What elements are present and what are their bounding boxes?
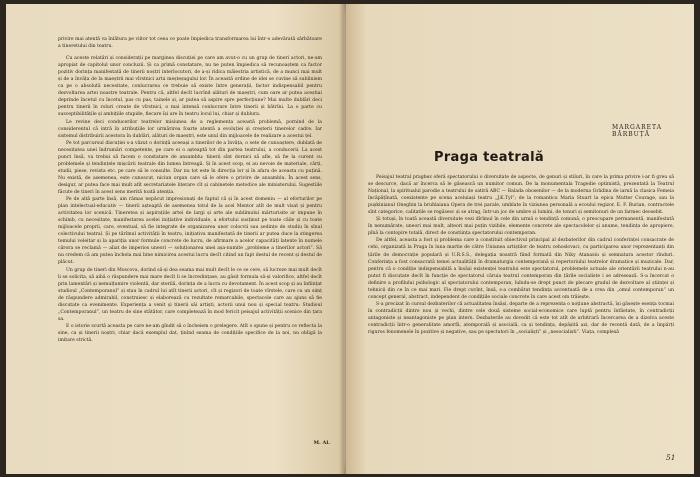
- left-paragraph-4: Pe tot parcursul discuției s-a văzut o dorință aceeași a tinerilor de a învăța, o sete de cunoaștere, dublată de necesitatea unei îndrumări competente, pe care ei o așteaptă tot din partea teatrului, a conducerii. La acest punct însă, va trebui să facem o constatare de ansamblu: tinerii sînt dornici să afle, să fie la curent cu problemele și tendințele mișcării teatrale din lumea întreagă. Și în acest scop, ei au nevoie de materiale, cărți, studii, piese, revista etc. pe care să le consulte. Dar nu tot este în direcția lor și în afara de aceasta cu puțină. Nu există, de asemenea, este cunoscut, niciun organ care să le ofere o privire de ansamblu. În acest sens, desigur, ar putea face mai mult atît secretariatele literare cît și cabinetele metodice ale ministerului. Sugestiile făcute de tineri în acest sens merită toată atenția.: [58, 140, 322, 195]
- right-paragraph-2: Și totuși, în toată această diversitate vezi dîrîmul în cele din urmă o tendință comună, o preocupare permanentă, manifestată în nenumărate, uneori mai mult, alteori mai puțin vizibile, elemente concrete ale spectacolelor și anume, tendința de apropiere, pînă la contopire totală, direct de constiința spectatorului contemporan.: [368, 217, 674, 237]
- left-page-text: [58, 36, 322, 344]
- left-paragraph-5: Pe de altă parte însă, am rămas nepăcut impresionați de faptul că și în acest domeniu — al eforturilor pe plan intelectual-educativ — tinerii așteaptă de asemenea totul de la acel Mentor atît de mult visat și pentru activitatea lor scenică. Tineretea și aspirațiile artei de largi și arte ale sublimului mărturisite ar impune în schimb, cu necesitate, manifestarea acelei inițiative individuale, a efortului susținut pe toate căile și cu toate mijloacele proprii, care, eventual, să fie integrate de organizarea unor colocvii sau ședințe de studiu în sînul colectivului teatral. Și pe tărîmul activității în teatru, inițiativa manifestată de tinerii ar putea duce la stingerea temului veleitar și la apariția unor formule concrete de lucru, de afirmare a acelor capacități latente în numele cărora se reclamă — aliat de imperios uneori — soluționarea unei așa-numite „probleme a tinerilor actori”. Să nu credem că am putea închela mai bine nimicirea acestui lucru decît citind un fapt destul de recent și destul de plăcut.: [58, 197, 322, 266]
- left-page: [6, 4, 344, 474]
- right-page-text: [368, 174, 674, 336]
- left-paragraph-2: Cu aceste relatări și considerații pe marginea discuției pe care am avut-o cu un grup de tineri actori, ne-am apropiat de capitolul unor concluzii. Și ca primă constatare, nu ne puten împiedica să recunoaștem ca factor pozitiv dorința manifestată de tinerii noștri interlocutori, de a-și ridica măiestria artistică, de a munci mai mult și de a învăța de la maeștrii mai vîrstnici arta meșteșugului lor. În această ordine de idei se cuvine să subliniem ca pe o absolută necesitate, conlucrarea ce trebuie să existe între generații, factor indispensabil pentru dezvoltarea artei noastre teatrale. Pentru că, altfel decît lucrînd alături de maeștri, cum oare ar putea aceștiai deprinde încetul cu încetul, pas cu pas, tainele și, ar putea să aspire spre perfecțiune? Mai multe dublări deci pentru tinerii în roluri create de vîrstnici, o mai intensă conlucrare între tinerii și bătrîni. La o parte cu susceptibilitățile și ambițiile stupide, fiecare își are în teatru locul lui, chiar și dublura.: [58, 56, 322, 118]
- author-name: MARGARETA BĂRBUȚĂ: [612, 124, 663, 138]
- right-paragraph-1: Peisajul teatral praghez oferă spectatorului o diversitate de aspecte, de genuri și stiluri, în care la prima privire i-ar fi greu să se descurce, dacă ar încerca să le găsească un numitor comun. De la monumentala Tragedie optimistă, prezentată la Teatrul Național, la spiritualul parodie a teatrului de satiră ABC — Balada obosenilor — de la moderna Grădina de iarnă la clasica Femeia încăpățînată, coexistente pe scena aceluiași teatru „J.K.Tyl”; de la romantica Maria Stuart la epica Mutter Courage, sau la pușkinianul Oneghin la bruhlaiana Opera de trei parale, umblate în viziunea personală a ecoului regizor, E. F. Burian, contractele sînt categorice, calitatile se regăsesc și se atrag, într-un joc de umbre și lumini, de tonuri și semitonuri de un farmec deosebit.: [368, 175, 674, 216]
- left-paragraph-1: privire mai atentă va înlătura pe viitor tot ceea ce poate împiedica transformarea lui într-o adevărată sărbătoare a tineretului din teatru.: [58, 37, 322, 50]
- page-number: 51: [666, 453, 676, 462]
- right-paragraph-3: De altfel, aceasta a fost și problema care a constituit obiectivul principal al dezbaterilor din cadrul conferinței consacrate de cehi, organizată la Praga în luna martie de către Uniunea artiștilor de teatru cehoslovaci, cu participarea unor reprezentanți din țările de democrație populară și U.R.S.S., delegația noastră fiind formată din Niky Atanasiu și semnatara acestor rînduri. Conferința a fost consacrată temei actualității în dramaturgia contemporană și repertoriului teatrelor dramatice și muzicale. Dar, pentru că o condiție indispensabilă a însăși existenței teatrului este spectatorul, problemele actuale ale orientării teatrului n-au putut fi discutate decît în funcție de spectatorul căruia teatrul contemporan din țările socialiste i se adresează. S-a încercat o definire a profilului psihologic al spectatorului contemporan, luîndu-se drept punct de plecare gradul de dezvoltare al științei și tehnicii din ce în ce mai mari. Fie drept cuvînt, însă, s-a combătut tendința accentuată de a crea din „omul contemporan” un concept general, abstract, independent de condițiile sociale concrete în care acest om trăiește.: [368, 238, 674, 300]
- article-title: Praga teatrală: [434, 150, 544, 165]
- left-paragraph-6: Un grup de tineri din Moscova, dorind să-și dea seama mai mult decît le ce se cere, să lucreze mai mult decît li se solicita, să aibă o răspundere mai mare decît li se încredințase, au găsit formula să-și valorifice, altfel decît prin lamentări și nemulțumire violentă, dar sterilă, dorința de a lucra cu devotament. În acest scop și au înființat studioul „Contemporanul” și stau în cadrul lui atît tinerii actori, cît și regizori de toate vîrstele, care cu un simț de răspundere admirabil, construiesc și elaborează cu rezultate remarcabile, spectacole care au ajuns să fie discutate ca evenimente. Experiența a venit și tinerii săi artiști, actorii unui nou și special teatru: Studioul „Contemporanul”, un teatru de sine stătător, care completează în mod fericit peisajul activității scenice din țara sa.: [58, 267, 322, 322]
- left-paragraph-3: Le revine deci conducerilor teatrelor misiunea de a reglementa această problemă, pornind de la considerentul că intră în atribuțiile lor urmărirea foarte atentă a evoluției și creșterii tinerelor cadre. Iar sistemul distribuirii acestora în dublări, alături de maeștri, este unul din mijloacele de realizare a acestui țel.: [58, 119, 322, 139]
- right-page: [346, 4, 694, 474]
- right-paragraph-4: S-a precizat în cursul dezbaterilor că actualitatea însăși, departe de a reprezenta o noțiune abstractă, își găsește esența tocmai în contradicții dintre nou și vechi, dintre cele două sisteme social-economice care luptă pentru întîietate, în contradicții antagoniste și neantagoniste pe plan intern. Dezbaterile au dovedit că este tot atît de arbitrară încercarea de a dizolva aceste contradicții într-o generalitate amorfă, atemporală și asocială, ca și tendința, depășită azi, dar de recentă dată, de a împărți riguros fenomenele în pozitive și negative, sau pe spectatori în „socialiști” și „nesocialiști”. Viața, complexă: [368, 301, 674, 336]
- signature: M. Al.: [313, 440, 330, 446]
- book-spread: [6, 4, 694, 474]
- left-paragraph-7: E o istorie scurtă aceasta pe care ne-am gîndit să o încheiem o prelegere. Atît o spune și pentru ce reflecta la sine, ca și tinerii noștri, chiar dacă exemplul dat, ținînd seama de condițiile specifice de la noi, nu obligă la imitare strictă.: [58, 323, 322, 343]
